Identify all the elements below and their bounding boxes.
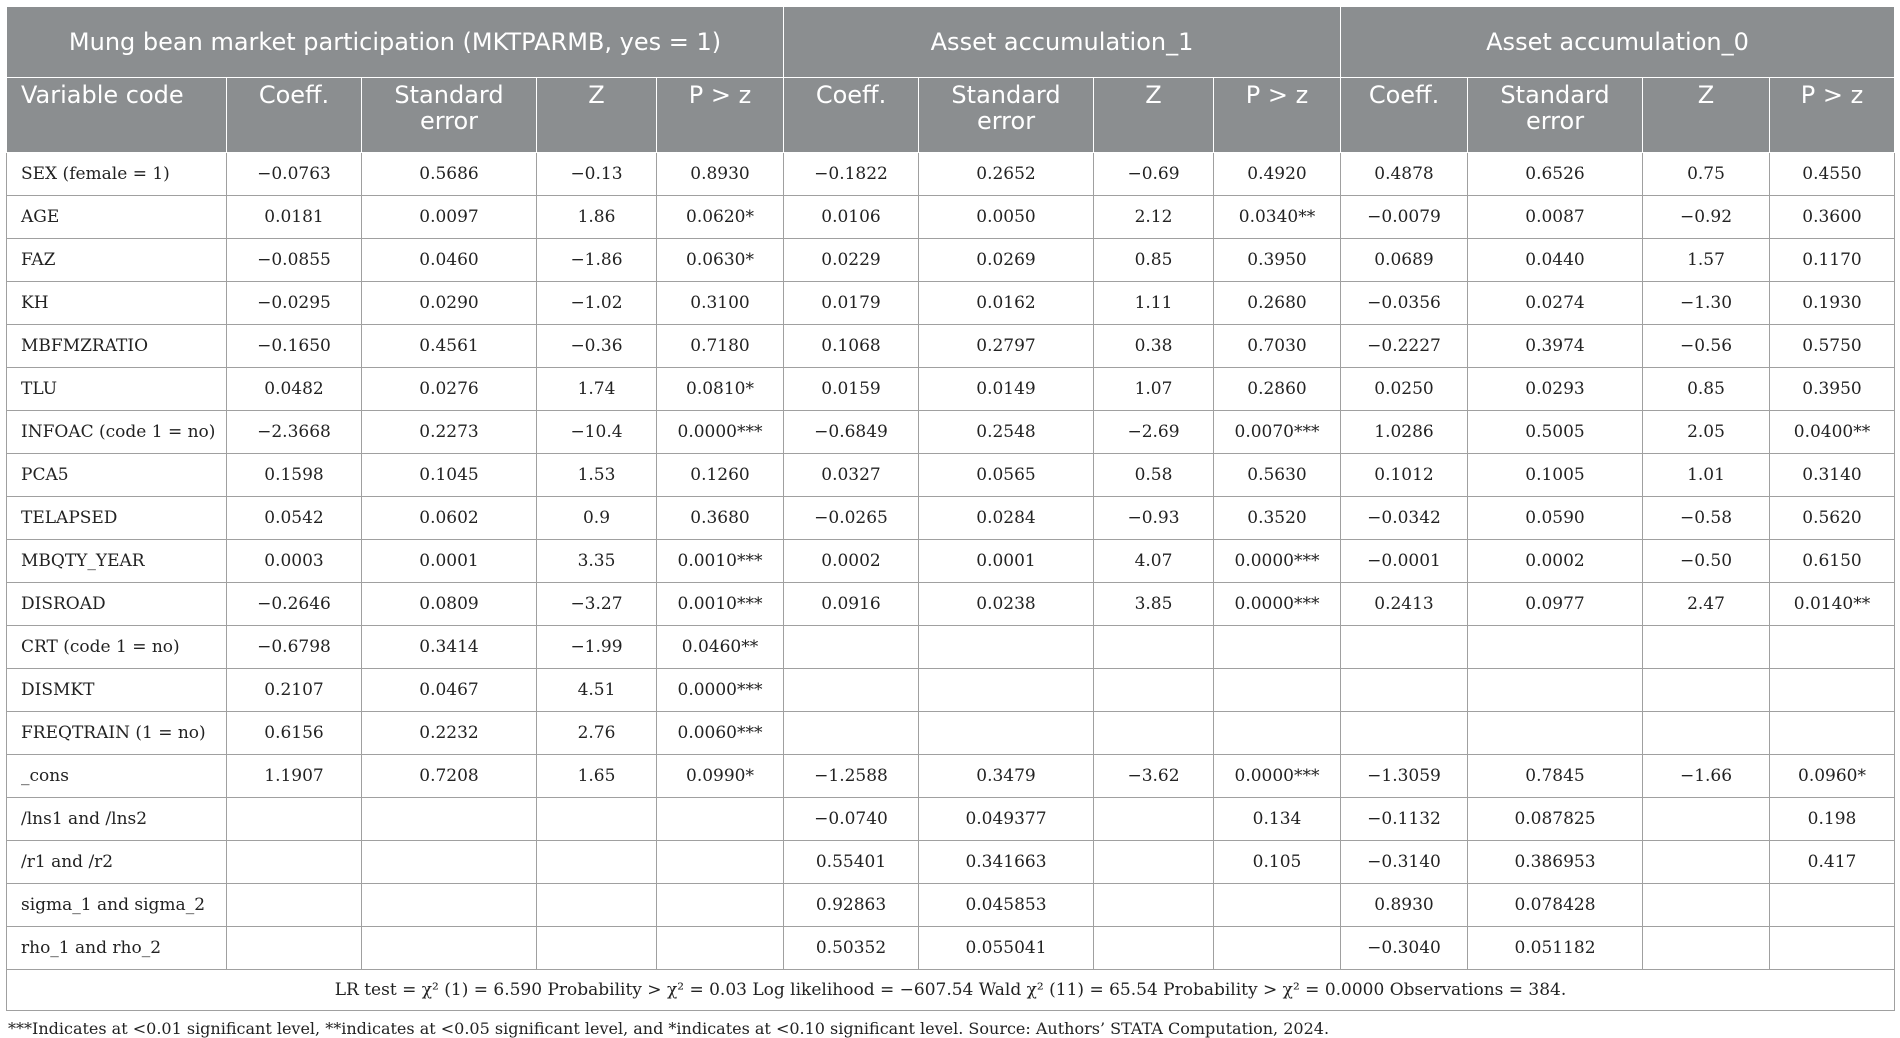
value-cell: 0.0269	[919, 239, 1094, 282]
value-cell	[657, 927, 784, 970]
value-cell: 0.1012	[1341, 454, 1468, 497]
value-cell: 0.3680	[657, 497, 784, 540]
column-header-p-value: P > z	[657, 78, 784, 153]
value-cell: 0.3479	[919, 755, 1094, 798]
value-cell: 0.7180	[657, 325, 784, 368]
table-footnote: ***Indicates at <0.01 significant level, **indicates at <0.05 significant level, and *indicates at <0.10 significant level. Source: Authors’ STATA Computation, 2024.	[8, 1019, 1330, 1038]
value-cell: 0.5630	[1214, 454, 1341, 497]
value-cell: 0.0181	[227, 196, 362, 239]
value-cell: −0.56	[1643, 325, 1770, 368]
value-cell: 0.8930	[657, 153, 784, 196]
table-row	[7, 454, 1895, 497]
value-cell	[1094, 669, 1214, 712]
group-header-market-participation: Mung bean market participation (MKTPARMB, yes = 1)	[7, 7, 784, 78]
variable-name-cell: MBFMZRATIO	[7, 325, 227, 368]
value-cell: 0.087825	[1468, 798, 1643, 841]
value-cell: 0.3974	[1468, 325, 1643, 368]
value-cell: −0.3040	[1341, 927, 1468, 970]
value-cell: 1.01	[1643, 454, 1770, 497]
column-header-coeff: Coeff.	[784, 78, 919, 153]
value-cell: −0.69	[1094, 153, 1214, 196]
value-cell: −0.6849	[784, 411, 919, 454]
value-cell: −0.0763	[227, 153, 362, 196]
value-cell: 0.0050	[919, 196, 1094, 239]
value-cell: 0.0400**	[1770, 411, 1895, 454]
table-row	[7, 497, 1895, 540]
value-cell: −0.50	[1643, 540, 1770, 583]
value-cell: 0.5620	[1770, 497, 1895, 540]
value-cell	[1643, 798, 1770, 841]
value-cell	[919, 712, 1094, 755]
value-cell: −0.36	[537, 325, 657, 368]
value-cell: 0.341663	[919, 841, 1094, 884]
value-cell: −10.4	[537, 411, 657, 454]
value-cell: 0.5750	[1770, 325, 1895, 368]
value-cell: 0.7030	[1214, 325, 1341, 368]
variable-name-cell: MBQTY_YEAR	[7, 540, 227, 583]
value-cell: 0.0002	[1468, 540, 1643, 583]
value-cell: 0.3140	[1770, 454, 1895, 497]
value-cell: 0.0960*	[1770, 755, 1895, 798]
value-cell	[657, 884, 784, 927]
table-row	[7, 368, 1895, 411]
value-cell	[362, 841, 537, 884]
value-cell: 0.0460	[362, 239, 537, 282]
value-cell: 0.1598	[227, 454, 362, 497]
column-header-z: Z	[537, 78, 657, 153]
value-cell	[1214, 884, 1341, 927]
value-cell: 0.0060***	[657, 712, 784, 755]
value-cell: 0.1068	[784, 325, 919, 368]
value-cell: 0.0087	[1468, 196, 1643, 239]
value-cell	[537, 798, 657, 841]
value-cell	[227, 927, 362, 970]
value-cell: 0.2797	[919, 325, 1094, 368]
variable-name-cell: DISROAD	[7, 583, 227, 626]
value-cell: 0.0810*	[657, 368, 784, 411]
value-cell: −0.0342	[1341, 497, 1468, 540]
value-cell: 0.5005	[1468, 411, 1643, 454]
value-cell: 0.2680	[1214, 282, 1341, 325]
value-cell: 0.386953	[1468, 841, 1643, 884]
value-cell: 0.0602	[362, 497, 537, 540]
value-cell	[1643, 712, 1770, 755]
value-cell: −1.99	[537, 626, 657, 669]
column-header-p-value: P > z	[1770, 78, 1895, 153]
value-cell	[1341, 626, 1468, 669]
value-cell: −0.0356	[1341, 282, 1468, 325]
value-cell: 0.417	[1770, 841, 1895, 884]
value-cell: −1.2588	[784, 755, 919, 798]
group-header-asset-accumulation-0: Asset accumulation_0	[1341, 7, 1895, 78]
value-cell: −0.2227	[1341, 325, 1468, 368]
value-cell: 0.0340**	[1214, 196, 1341, 239]
value-cell: 0.0149	[919, 368, 1094, 411]
value-cell: 0.051182	[1468, 927, 1643, 970]
value-cell	[784, 626, 919, 669]
value-cell: 0.0293	[1468, 368, 1643, 411]
value-cell: −3.27	[537, 583, 657, 626]
value-cell: 0.0542	[227, 497, 362, 540]
table-body	[7, 153, 1895, 970]
value-cell	[1770, 669, 1895, 712]
table-row	[7, 927, 1895, 970]
value-cell: 0.2860	[1214, 368, 1341, 411]
value-cell: 1.57	[1643, 239, 1770, 282]
value-cell: 0.85	[1643, 368, 1770, 411]
value-cell: −0.58	[1643, 497, 1770, 540]
value-cell	[919, 626, 1094, 669]
value-cell: 1.11	[1094, 282, 1214, 325]
value-cell: 0.55401	[784, 841, 919, 884]
column-header-row	[7, 78, 1895, 153]
value-cell: 0.2107	[227, 669, 362, 712]
value-cell: 0.0001	[919, 540, 1094, 583]
value-cell	[1214, 712, 1341, 755]
value-cell: 4.51	[537, 669, 657, 712]
value-cell: 0.4550	[1770, 153, 1895, 196]
value-cell	[537, 884, 657, 927]
value-cell: 1.65	[537, 755, 657, 798]
value-cell: 0.0003	[227, 540, 362, 583]
variable-name-cell: DISMKT	[7, 669, 227, 712]
value-cell	[1214, 927, 1341, 970]
value-cell: 0.6150	[1770, 540, 1895, 583]
value-cell: −0.0295	[227, 282, 362, 325]
value-cell: 0.2548	[919, 411, 1094, 454]
value-cell: 0.0274	[1468, 282, 1643, 325]
column-header-p-value: P > z	[1214, 78, 1341, 153]
value-cell: 0.0689	[1341, 239, 1468, 282]
value-cell	[227, 841, 362, 884]
value-cell	[1341, 669, 1468, 712]
value-cell: −0.93	[1094, 497, 1214, 540]
value-cell	[1770, 927, 1895, 970]
value-cell: 0.1930	[1770, 282, 1895, 325]
value-cell: 1.74	[537, 368, 657, 411]
lr-test-summary: LR test = χ² (1) = 6.590 Probability > χ² = 0.03 Log likelihood = −607.54 Wald χ² (11) = 65.54 Probability > χ² = 0.0000 Observations = 384.	[7, 970, 1895, 1011]
table-row	[7, 239, 1895, 282]
value-cell: 0.0276	[362, 368, 537, 411]
value-cell: −0.0265	[784, 497, 919, 540]
variable-name-cell: TLU	[7, 368, 227, 411]
value-cell	[1214, 669, 1341, 712]
value-cell: 1.1907	[227, 755, 362, 798]
variable-name-cell: CRT (code 1 = no)	[7, 626, 227, 669]
value-cell: −0.2646	[227, 583, 362, 626]
value-cell: 2.76	[537, 712, 657, 755]
value-cell	[784, 669, 919, 712]
value-cell: 0.0000***	[1214, 540, 1341, 583]
column-header-z: Z	[1094, 78, 1214, 153]
value-cell: 0.0002	[784, 540, 919, 583]
value-cell	[919, 669, 1094, 712]
value-cell: 0.6156	[227, 712, 362, 755]
value-cell: 2.05	[1643, 411, 1770, 454]
value-cell: 0.4561	[362, 325, 537, 368]
value-cell: 0.0140**	[1770, 583, 1895, 626]
value-cell: 0.0809	[362, 583, 537, 626]
value-cell: 0.1170	[1770, 239, 1895, 282]
value-cell: 0.58	[1094, 454, 1214, 497]
value-cell	[362, 798, 537, 841]
value-cell: 0.045853	[919, 884, 1094, 927]
value-cell	[537, 841, 657, 884]
value-cell	[1643, 626, 1770, 669]
variable-name-cell: TELAPSED	[7, 497, 227, 540]
value-cell: 0.0070***	[1214, 411, 1341, 454]
variable-name-cell: _cons	[7, 755, 227, 798]
value-cell: 0.1260	[657, 454, 784, 497]
value-cell: 0.0106	[784, 196, 919, 239]
value-cell: 0.3520	[1214, 497, 1341, 540]
regression-table-container	[6, 6, 1894, 1038]
value-cell: 0.078428	[1468, 884, 1643, 927]
column-header-standard-error: Standard error	[1468, 78, 1643, 153]
table-row	[7, 153, 1895, 196]
variable-name-cell: AGE	[7, 196, 227, 239]
value-cell	[1214, 626, 1341, 669]
value-cell	[1643, 841, 1770, 884]
value-cell: 1.53	[537, 454, 657, 497]
value-cell: −0.3140	[1341, 841, 1468, 884]
value-cell: 0.3950	[1770, 368, 1895, 411]
table-row	[7, 712, 1895, 755]
regression-table	[6, 6, 1895, 1011]
value-cell: 4.07	[1094, 540, 1214, 583]
value-cell: −1.86	[537, 239, 657, 282]
value-cell	[1094, 712, 1214, 755]
variable-name-cell: sigma_1 and sigma_2	[7, 884, 227, 927]
value-cell: 0.2273	[362, 411, 537, 454]
value-cell: −0.0001	[1341, 540, 1468, 583]
value-cell	[227, 884, 362, 927]
value-cell	[1770, 712, 1895, 755]
value-cell	[657, 841, 784, 884]
value-cell: 0.0179	[784, 282, 919, 325]
variable-name-cell: FREQTRAIN (1 = no)	[7, 712, 227, 755]
value-cell	[657, 798, 784, 841]
value-cell: 0.0000***	[1214, 755, 1341, 798]
value-cell: 0.1005	[1468, 454, 1643, 497]
variable-name-cell: PCA5	[7, 454, 227, 497]
value-cell: 0.5686	[362, 153, 537, 196]
value-cell: 0.105	[1214, 841, 1341, 884]
variable-name-cell: INFOAC (code 1 = no)	[7, 411, 227, 454]
value-cell: −0.13	[537, 153, 657, 196]
value-cell: 0.92863	[784, 884, 919, 927]
value-cell	[227, 798, 362, 841]
value-cell: 0.7845	[1468, 755, 1643, 798]
value-cell: 0.4920	[1214, 153, 1341, 196]
table-row	[7, 282, 1895, 325]
value-cell: −0.92	[1643, 196, 1770, 239]
value-cell: 0.6526	[1468, 153, 1643, 196]
value-cell: 0.4878	[1341, 153, 1468, 196]
value-cell: −0.0079	[1341, 196, 1468, 239]
variable-name-cell: /lns1 and /lns2	[7, 798, 227, 841]
value-cell: 0.50352	[784, 927, 919, 970]
value-cell: 0.38	[1094, 325, 1214, 368]
value-cell: 0.0250	[1341, 368, 1468, 411]
value-cell: −0.0855	[227, 239, 362, 282]
column-header-standard-error: Standard error	[919, 78, 1094, 153]
value-cell	[1094, 927, 1214, 970]
variable-name-cell: KH	[7, 282, 227, 325]
value-cell: 0.049377	[919, 798, 1094, 841]
value-cell: 0.9	[537, 497, 657, 540]
value-cell	[537, 927, 657, 970]
value-cell: −0.1132	[1341, 798, 1468, 841]
column-header-z: Z	[1643, 78, 1770, 153]
table-row	[7, 798, 1895, 841]
value-cell	[1643, 927, 1770, 970]
value-cell: 0.0467	[362, 669, 537, 712]
value-cell	[1094, 841, 1214, 884]
value-cell	[784, 712, 919, 755]
value-cell	[1770, 884, 1895, 927]
value-cell: −1.30	[1643, 282, 1770, 325]
table-row	[7, 884, 1895, 927]
table-row	[7, 841, 1895, 884]
value-cell: 0.3950	[1214, 239, 1341, 282]
table-row	[7, 411, 1895, 454]
value-cell: 1.86	[537, 196, 657, 239]
table-row	[7, 540, 1895, 583]
value-cell	[1094, 626, 1214, 669]
value-cell	[1468, 669, 1643, 712]
value-cell: 0.0000***	[657, 669, 784, 712]
value-cell: 0.0290	[362, 282, 537, 325]
value-cell: 0.1045	[362, 454, 537, 497]
value-cell: 1.0286	[1341, 411, 1468, 454]
value-cell: 1.07	[1094, 368, 1214, 411]
table-row	[7, 325, 1895, 368]
value-cell	[1094, 884, 1214, 927]
table-row	[7, 626, 1895, 669]
value-cell: 0.0977	[1468, 583, 1643, 626]
value-cell	[362, 884, 537, 927]
table-row	[7, 196, 1895, 239]
value-cell	[362, 927, 537, 970]
value-cell: 2.47	[1643, 583, 1770, 626]
table-row	[7, 669, 1895, 712]
value-cell: −1.02	[537, 282, 657, 325]
value-cell: 0.0460**	[657, 626, 784, 669]
value-cell: 0.0565	[919, 454, 1094, 497]
value-cell: 0.055041	[919, 927, 1094, 970]
value-cell: 0.0159	[784, 368, 919, 411]
value-cell: 0.0284	[919, 497, 1094, 540]
group-header-asset-accumulation-1: Asset accumulation_1	[784, 7, 1341, 78]
value-cell: 0.3600	[1770, 196, 1895, 239]
value-cell	[1468, 626, 1643, 669]
value-cell: 0.0440	[1468, 239, 1643, 282]
column-header-coeff: Coeff.	[227, 78, 362, 153]
value-cell: 0.0001	[362, 540, 537, 583]
value-cell: 0.198	[1770, 798, 1895, 841]
value-cell: 0.0097	[362, 196, 537, 239]
table-row	[7, 755, 1895, 798]
value-cell: 0.0620*	[657, 196, 784, 239]
value-cell: 0.0630*	[657, 239, 784, 282]
value-cell: 0.0000***	[1214, 583, 1341, 626]
value-cell: 0.3414	[362, 626, 537, 669]
value-cell	[1341, 712, 1468, 755]
group-header-row	[7, 7, 1895, 78]
value-cell: 0.8930	[1341, 884, 1468, 927]
value-cell: 0.2413	[1341, 583, 1468, 626]
value-cell: 0.7208	[362, 755, 537, 798]
value-cell: −0.0740	[784, 798, 919, 841]
value-cell: 0.75	[1643, 153, 1770, 196]
value-cell: 0.0010***	[657, 583, 784, 626]
column-header-coeff: Coeff.	[1341, 78, 1468, 153]
value-cell: 0.0229	[784, 239, 919, 282]
value-cell: −0.6798	[227, 626, 362, 669]
value-cell: −0.1650	[227, 325, 362, 368]
table-row	[7, 583, 1895, 626]
value-cell	[1468, 712, 1643, 755]
value-cell: 0.3100	[657, 282, 784, 325]
value-cell: 0.85	[1094, 239, 1214, 282]
value-cell: 0.2652	[919, 153, 1094, 196]
value-cell: 0.0162	[919, 282, 1094, 325]
value-cell: 0.134	[1214, 798, 1341, 841]
value-cell: 0.0010***	[657, 540, 784, 583]
value-cell: 0.0990*	[657, 755, 784, 798]
value-cell: −1.66	[1643, 755, 1770, 798]
value-cell: 2.12	[1094, 196, 1214, 239]
value-cell: 0.0590	[1468, 497, 1643, 540]
value-cell: −2.3668	[227, 411, 362, 454]
value-cell: 0.2232	[362, 712, 537, 755]
variable-name-cell: rho_1 and rho_2	[7, 927, 227, 970]
value-cell: 0.0482	[227, 368, 362, 411]
value-cell	[1770, 626, 1895, 669]
variable-name-cell: /r1 and /r2	[7, 841, 227, 884]
value-cell	[1094, 798, 1214, 841]
value-cell	[1643, 669, 1770, 712]
value-cell: −1.3059	[1341, 755, 1468, 798]
column-header-variable-code: Variable code	[7, 78, 227, 153]
value-cell: 0.0000***	[657, 411, 784, 454]
value-cell: −3.62	[1094, 755, 1214, 798]
value-cell: 3.35	[537, 540, 657, 583]
value-cell: −2.69	[1094, 411, 1214, 454]
variable-name-cell: FAZ	[7, 239, 227, 282]
value-cell: 3.85	[1094, 583, 1214, 626]
column-header-standard-error: Standard error	[362, 78, 537, 153]
variable-name-cell: SEX (female = 1)	[7, 153, 227, 196]
value-cell	[1643, 884, 1770, 927]
value-cell: −0.1822	[784, 153, 919, 196]
value-cell: 0.0327	[784, 454, 919, 497]
value-cell: 0.0916	[784, 583, 919, 626]
lr-test-row	[7, 970, 1895, 1011]
value-cell: 0.0238	[919, 583, 1094, 626]
